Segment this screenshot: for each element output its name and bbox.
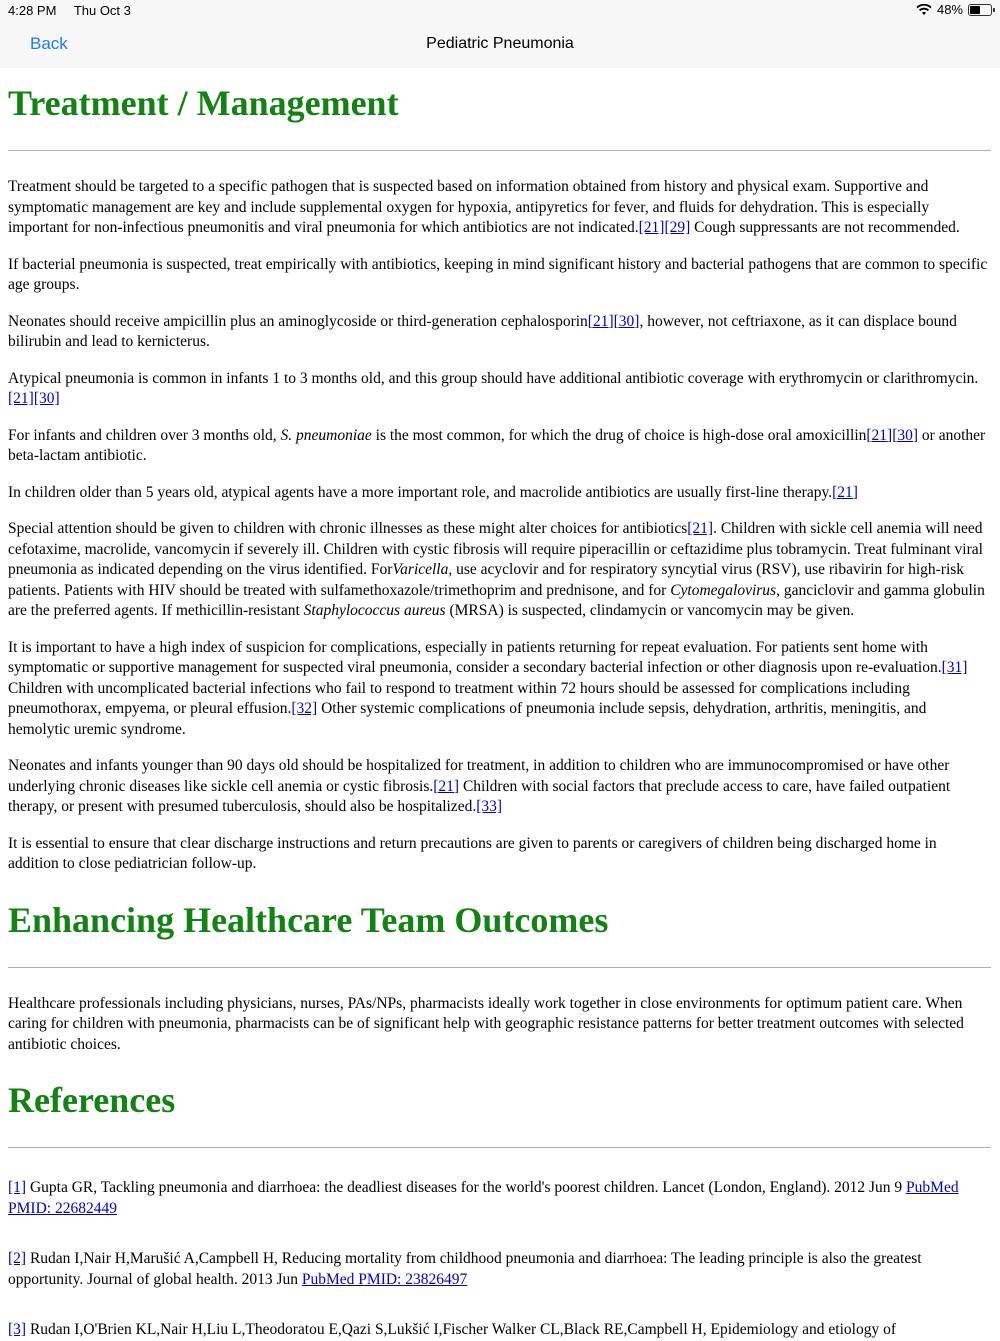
battery-percent: 48% [936,2,963,17]
section-heading-treatment: Treatment / Management [8,82,991,151]
citation-link[interactable]: [21] [433,777,460,795]
wifi-icon [916,4,932,16]
citation-link[interactable]: [30] [33,390,60,407]
paragraph: If bacterial pneumonia is suspected, treat empirically with antibiotics, keeping in mind significant history and bacterial pathogens that are common to specific age groups. [8,255,988,293]
reference-number-link[interactable]: [2] [8,1250,27,1267]
citation-link[interactable]: [31] [941,659,968,676]
paragraph: Treatment should be targeted to a specific pathogen that is suspected based on information obtained from history and physical exam. Supportive and symptomatic management are key and include supplemental oxygen for hypoxia, antipyretics for fever, and fluids for dehydration. This is especially important for non-infectious pneumonitis and viral pneumonia for which antibiotics are not indicated.[21][29] Cough suppressants are not recommended. [8,178,960,236]
paragraph: It is essential to ensure that clear discharge instructions and return precautions are given to parents or caregivers of children being discharged home in addition to close pediatrician follow-up. [8,834,937,872]
reference-item: [3] Rudan I,O'Brien KL,Nair H,Liu L,Theodoratou E,Qazi S,Lukšić I,Fischer Walker CL,Black RE,Campbell H, Epidemiology and etiology of [8,1321,897,1338]
pubmed-link[interactable]: PubMed PMID: 22682449 [8,1179,959,1217]
paragraph: For infants and children over 3 months old, S. pneumoniae is the most common, for which the drug of choice is high-dose oral amoxicillin[21][30] or another beta-lactam antibiotic. [8,426,986,464]
citation-link[interactable]: [21] [587,312,614,330]
paragraph: Healthcare professionals including physicians, nurses, PAs/NPs, pharmacists ideally work together in close environments for optimum patient care. When caring for children with pneumonia, pharmacists can be of significant help with geographic resistance patterns for better treatment outcomes with selected antibiotic choices. [8,994,964,1053]
nav-bar [0,22,1000,68]
paragraph: In children older than 5 years old, atypical agents have a more important role, and macrolide antibiotics are usually first-line therapy.[21] [8,483,858,501]
citation-link[interactable]: [21] [832,483,858,501]
citation-link[interactable]: [21] [8,390,34,407]
article-content [8,68,991,1341]
battery-icon [968,4,992,16]
citation-link[interactable]: [29] [664,219,691,236]
status-bar [0,0,1000,22]
paragraph: Atypical pneumonia is common in infants 1 to 3 months old, and this group should have additional antibiotic coverage with erythromycin or clarithromycin.[21][30] [8,369,979,407]
paragraph: Neonates and infants younger than 90 days old should be hospitalized for treatment, in addition to children who are immunocompromised or have other underlying chronic diseases like sickle cell anemia or cystic fibrosis.[21] Children with social factors that preclude access to care, have failed outpatient therapy, or present with presumed tuberculosis, should also be hospitalized.[33] [8,757,951,815]
pubmed-link[interactable]: PubMed PMID: 23826497 [301,1270,468,1288]
page-title: Pediatric Pneumonia [426,35,574,52]
citation-link[interactable]: [30] [613,312,640,330]
citation-link[interactable]: [33] [476,798,503,815]
section-heading-enhancing: Enhancing Healthcare Team Outcomes [8,899,991,968]
reference-number-link[interactable]: [3] [8,1321,27,1338]
back-button[interactable]: Back [30,34,68,53]
citation-link[interactable]: [21] [638,219,665,236]
reference-item: [1] Gupta GR, Tackling pneumonia and diarrhoea: the deadliest diseases for the world's poorest children. Lancet (London, England). 2012 Jun 9 PubMed PMID: 22682449 [8,1179,959,1217]
paragraph: It is important to have a high index of suspicion for complications, especially in patients returning for repeat evaluation. For patients sent home with symptomatic or supportive management for suspected viral pneumonia, consider a secondary bacterial infection or other diagnosis upon re-evaluation.[31] Children with uncomplicated bacterial infections who fail to respond to treatment within 72 hours should be assessed for complications including pneumothorax, empyema, or pleural effusion.[32] Other systemic complications of pneumonia include sepsis, dehydration, arthritis, meningitis, and hemolytic uremic syndrome. [8,638,968,738]
reference-item: [2] Rudan I,Nair H,Marušić A,Campbell H, Reducing mortality from childhood pneumonia and diarrhoea: The leading principle is also the greatest opportunity. Journal of global health. 2013 Jun PubMed PMID: 23826497 [8,1250,922,1288]
citation-link[interactable]: [32] [291,700,318,717]
reference-list [8,1178,991,1341]
paragraph: Special attention should be given to children with chronic illnesses as these might alter choices for antibiotics[21]. Children with sickle cell anemia will need cefotaxime, macrolide, vancomycin if severely ill. Children with cystic fibrosis will require piperacillin or ceftazidime plus tobramycin. Treat fulminant viral pneumonia as indicated depending on the virus identified. ForVaricella, use acyclovir and for respiratory syncytial virus (RSV), use ribavirin for high-risk patients. Patients with HIV should be treated with sulfamethoxazole/trimethoprim and prednisone, and for Cytomegalovirus, ganciclovir and gamma globulin are the preferred agents. If methicillin-resistant Staphylococcus aureus (MRSA) is suspected, clindamycin or vancomycin may be given. [8,520,985,619]
paragraph: Neonates should receive ampicillin plus an aminoglycoside or third-generation cephalosporin[21][30], however, not ceftriaxone, as it can displace bound bilirubin and lead to kernicterus. [8,312,957,350]
section-heading-references: References [8,1079,991,1148]
status-time: 4:28 PM [8,3,57,18]
reference-number-link[interactable]: [1] [8,1179,27,1196]
citation-link[interactable]: [21] [687,520,714,537]
citation-link[interactable]: [21] [866,426,893,444]
citation-link[interactable]: [30] [892,426,919,444]
status-date: Thu Oct 3 [73,3,131,18]
